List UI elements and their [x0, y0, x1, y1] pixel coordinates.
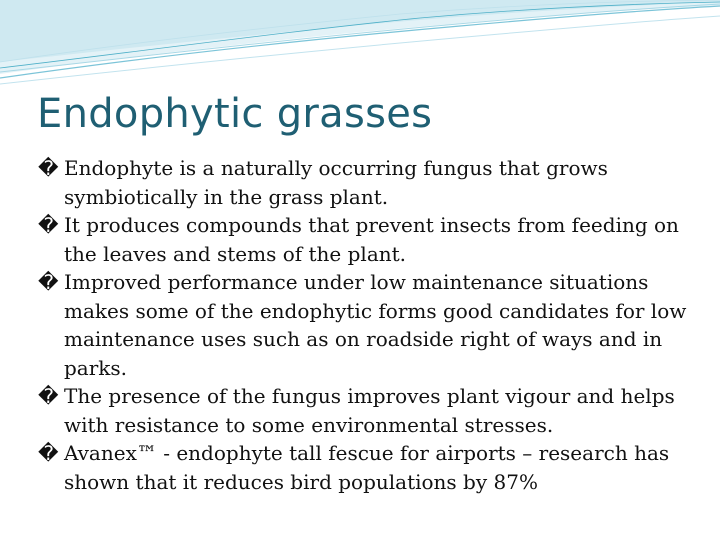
- bullet-text: Improved performance under low maintenance situations makes some of the endophytic forms good candidates for low maintenance uses such as on roadside right of ways and in parks.: [64, 270, 687, 380]
- bullet-item: [38, 268, 688, 382]
- bullet-text: It produces compounds that prevent insects from feeding on the leaves and stems of the plant.: [64, 213, 679, 266]
- bullet-list: [38, 154, 688, 496]
- bullet-item: [38, 154, 688, 211]
- bullet-text: Avanex™ - endophyte tall fescue for airports – research has shown that it reduces bird populations by 87%: [64, 441, 670, 494]
- bullet-item: [38, 382, 688, 439]
- bullet-text: Endophyte is a naturally occurring fungus that grows symbiotically in the grass plant.: [64, 156, 608, 209]
- bullet-icon: �: [38, 441, 59, 465]
- bullet-icon: �: [38, 213, 59, 237]
- bullet-icon: �: [38, 384, 59, 408]
- bullet-text: The presence of the fungus improves plant vigour and helps with resistance to some environmental stresses.: [64, 384, 675, 437]
- bullet-icon: �: [38, 270, 59, 294]
- bullet-icon: �: [38, 156, 59, 180]
- bullet-item: [38, 211, 688, 268]
- header-wave-decoration: [0, 0, 720, 90]
- bullet-item: [38, 439, 688, 496]
- slide-title: Endophytic grasses: [37, 91, 433, 137]
